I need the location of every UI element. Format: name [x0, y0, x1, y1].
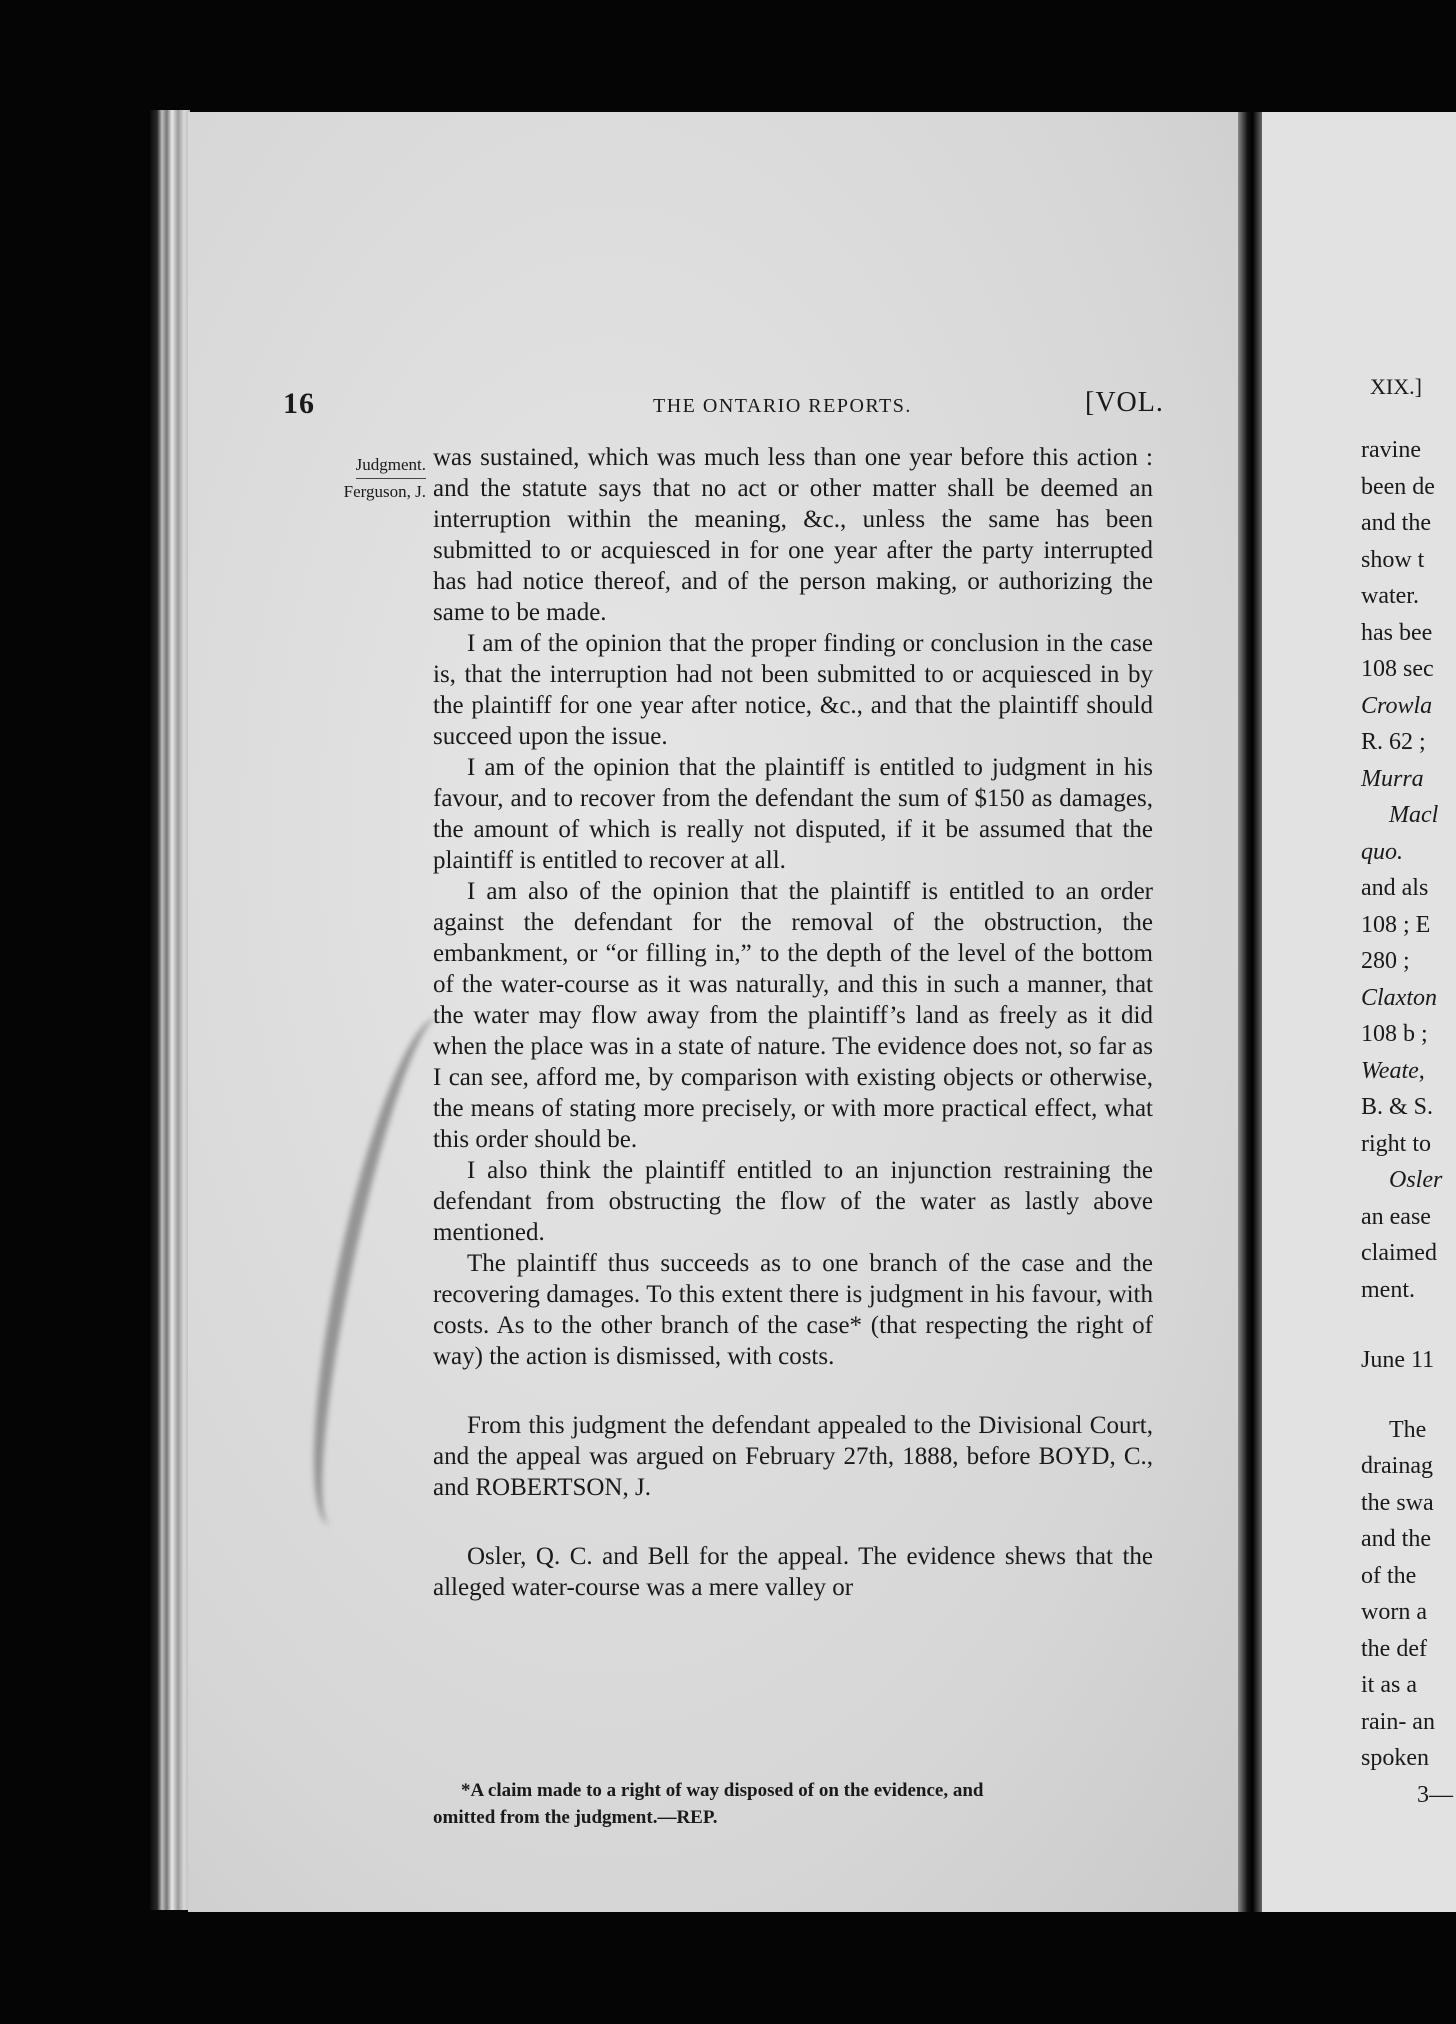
margin-notes	[276, 452, 426, 506]
paragraph: I also think the plaintiff entitled to an injunction restraining the defendant from obstructing the flow of the water as lastly above mentioned.	[433, 1157, 1153, 1246]
main-text	[433, 442, 1153, 1603]
right-line: ravine	[1361, 437, 1421, 463]
right-line: quo.	[1361, 838, 1403, 865]
margin-note-judgment: Judgment.	[355, 455, 426, 474]
right-line: The	[1389, 1416, 1427, 1443]
counsel-paragraph: Osler, Q. C. and Bell for the appeal. The evidence shews that the alleged water-course was a mere valley or	[433, 1543, 1153, 1601]
paragraph: was sustained, which was much less than one year before this action : and the statute says that no act or other matter shall be deemed an interruption within the meaning, &c., unless the same has been submitted to or acquiesced in for one year after the party interrupted has had notice thereof, and of the person making, or authorizing the same to be made.	[433, 444, 1153, 626]
right-line: water.	[1361, 583, 1419, 609]
paragraph: I am also of the opinion that the plaintiff is entitled to an order against the defendant for the removal of the obstruction, the embankment, or “or filling in,” to the depth of the level of the bottom of the water-course as it was naturally, and this in such a manner, that the water may flow away from the plaintiff’s land as freely as it did when the place was in a state of nature. The evidence does not, so far as I can see, afford me, by comparison with existing objects or otherwise, the means of stating more precisely, or with more practical effect, what this order should be.	[433, 878, 1153, 1153]
right-line: Crowla	[1361, 692, 1433, 719]
footnote-line: *A claim made to a right of way disposed of on the evidence, and	[461, 1780, 984, 1801]
appeal-paragraph: From this judgment the defendant appealed to the Divisional Court, and the appeal was argued on February 27th, 1888, before BOYD, C., and ROBERTSON, J.	[433, 1412, 1153, 1501]
left-page	[188, 112, 1238, 1912]
right-page	[1262, 112, 1456, 1912]
right-line: of the	[1361, 1562, 1417, 1589]
right-line: Murra	[1361, 765, 1424, 792]
right-line: and the	[1361, 510, 1431, 536]
right-line: drainag	[1361, 1453, 1433, 1479]
right-line: right to	[1361, 1130, 1431, 1157]
right-line: Osler	[1389, 1167, 1443, 1193]
right-line: R. 62 ;	[1361, 729, 1426, 755]
right-line: ment.	[1361, 1276, 1415, 1303]
book-gutter	[1238, 112, 1262, 1912]
right-line: 3—	[1417, 1781, 1453, 1808]
margin-note-judge: Ferguson, J.	[343, 482, 426, 502]
right-line: Weate,	[1361, 1057, 1425, 1084]
paragraph: I am of the opinion that the proper finding or conclusion in the case is, that the interruption had not been submitted to or acquiesced in by the plaintiff for one year after notice, &c., and that the plaintiff should succeed upon the issue.	[433, 630, 1153, 750]
right-line: and als	[1361, 875, 1429, 901]
right-line: 108 b ;	[1361, 1021, 1428, 1047]
right-line: the swa	[1361, 1489, 1434, 1516]
right-line: 280 ;	[1361, 948, 1410, 974]
paragraph: The plaintiff thus succeeds as to one branch of the case and the recovering damages. To this extent there is judgment in his favour, with costs. As to the other branch of the case* (that respecting the right of way) the action is dismissed, with costs.	[433, 1250, 1153, 1370]
right-line: 108 ; E	[1361, 911, 1431, 938]
right-line: worn a	[1361, 1599, 1427, 1625]
right-line: has bee	[1361, 619, 1433, 646]
right-page-lines	[1361, 432, 1456, 1813]
right-line: rain- an	[1361, 1708, 1435, 1735]
right-line: been de	[1361, 473, 1435, 500]
page-number: 16	[283, 387, 315, 420]
right-line: Claxton	[1361, 984, 1437, 1011]
footnote-line: omitted from the judgment.—REP.	[433, 1807, 718, 1828]
running-title: THE ONTARIO REPORTS.	[653, 395, 912, 417]
right-line: the def	[1361, 1635, 1427, 1662]
right-line: June 11	[1361, 1346, 1435, 1373]
right-page-header: XIX.]	[1370, 374, 1422, 399]
right-line: B. & S.	[1361, 1094, 1434, 1120]
right-line: spoken	[1361, 1745, 1429, 1771]
paragraph: I am of the opinion that the plaintiff is entitled to judgment in his favour, and to recover from the defendant the sum of $150 as damages, the amount of which is really not disputed, if it be assumed that the plaintiff is entitled to recover at all.	[433, 754, 1153, 874]
right-line: it as a	[1361, 1672, 1417, 1698]
volume-label: [VOL.	[1085, 387, 1164, 418]
footnote	[433, 1777, 1153, 1831]
right-line: an ease	[1361, 1203, 1431, 1230]
page-header	[188, 387, 1238, 427]
book-spine	[150, 110, 190, 1910]
right-line: Macl	[1389, 802, 1439, 828]
right-line: 108 sec	[1361, 656, 1434, 682]
right-line: claimed	[1361, 1240, 1437, 1266]
right-line: and the	[1361, 1526, 1431, 1552]
right-line: show t	[1361, 546, 1425, 573]
